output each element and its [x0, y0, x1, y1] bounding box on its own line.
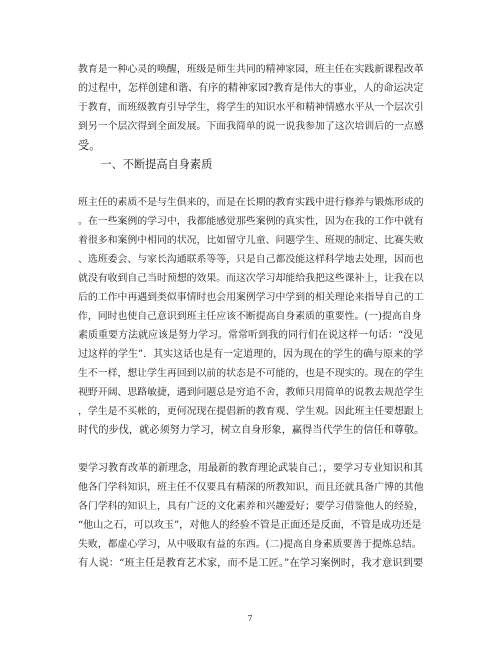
- section-heading: [78, 155, 424, 174]
- text-line: ，学生是不买帐的，更何况现在提倡新的教育观、学生观。因此班主任要想跟上: [78, 406, 424, 417]
- text-line: 素质重要方法就应该是努力学习。常常听到我的同行们在说这样一句话：“没见: [78, 330, 424, 341]
- text-line: 时代的步伐，就必须努力学习，树立自身形象，赢得当代学生的信任和尊敬。: [78, 425, 425, 436]
- text-line: “他山之石，可以攻玉”，对他人的经验不管是正面还是反面，不管是成功还是: [78, 520, 422, 531]
- heading-text: 一、不断提高自身素质: [78, 158, 213, 171]
- text-line: 受。: [78, 139, 101, 152]
- text-line: 班主任的素质不是与生俱来的，而是在长期的教育实践中进行修养与锻炼形成的: [78, 197, 424, 208]
- text-line: 教育是一种心灵的唤醒，班级是师生共同的精神家园，班主任在实践新课程改革: [78, 64, 424, 75]
- page-number: 7: [247, 614, 253, 623]
- text-line: 于教育，而班级教育引导学生，将学生的知识水平和精神情感水平从一个层次引: [78, 102, 424, 113]
- paragraph-body-2: [78, 459, 424, 573]
- text-line: 失败，都虚心学习，从中吸取有益的东西。(二)提高自身素质要善于提炼总结。: [78, 539, 422, 550]
- text-line: 。在一些案例的学习中，我都能感觉那些案例的真实性，因为在我的工作中就有: [78, 216, 424, 227]
- paragraph-intro: [78, 60, 424, 155]
- text-line: 生不一样，想让学生再回到以前的状态是不可能的，也是不现实的。现在的学生: [78, 368, 424, 379]
- text-line: 过这样的学生”．其实这话也是有一定道理的，因为现在的学生的确与原来的学: [78, 349, 424, 360]
- text-line: 、选班委会、与家长沟通联系等等，只是自己都没能这样科学地去处理，因而也: [78, 254, 424, 265]
- text-line: 有人说：“班主任是教育艺术家，而不是工匠。”在学习案例时，我才意识到要: [78, 557, 424, 569]
- paragraph-body-1: [78, 193, 424, 440]
- text-line: 视野开阔、思路敏捷，遇到问题总是穷追不舍，教师只用简单的说教去规范学生: [78, 387, 424, 398]
- text-line: 的过程中，怎样创建和谐、有序的精神家园?教育是伟大的事业，人的命运决定: [78, 83, 424, 94]
- text-line: 就没有收到自己当时预想的效果。而这次学习却能给我把这些课补上，让我在以: [78, 273, 424, 284]
- text-line: 后的工作中再遇到类似事情时也会用案例学习中学到的相关理论来指导自己的工: [78, 292, 424, 303]
- text-line: 作，同时也使自己意识到班主任应该不断提高自身素质的重要性。(一)提高自身: [78, 311, 422, 322]
- text-line: 着很多和案例中相同的状况，比如留守儿童、问题学生、班规的制定、比赛失败: [78, 235, 424, 246]
- text-line: 他各门学科知识，班主任不仅要具有精深的所教知识，而且还就具备广博的其他: [78, 482, 424, 493]
- text-line: 各门学科的知识上，具有广泛的文化素养和兴趣爱好；要学习借鉴他人的经验，: [78, 501, 424, 512]
- text-line: 到另一个层次得到全面发展。下面我简单的说一说我参加了这次培训后的一点感: [78, 121, 424, 132]
- text-line: 要学习教育改革的新理念，用最新的教育理论武装自己；，要学习专业知识和其: [78, 463, 423, 474]
